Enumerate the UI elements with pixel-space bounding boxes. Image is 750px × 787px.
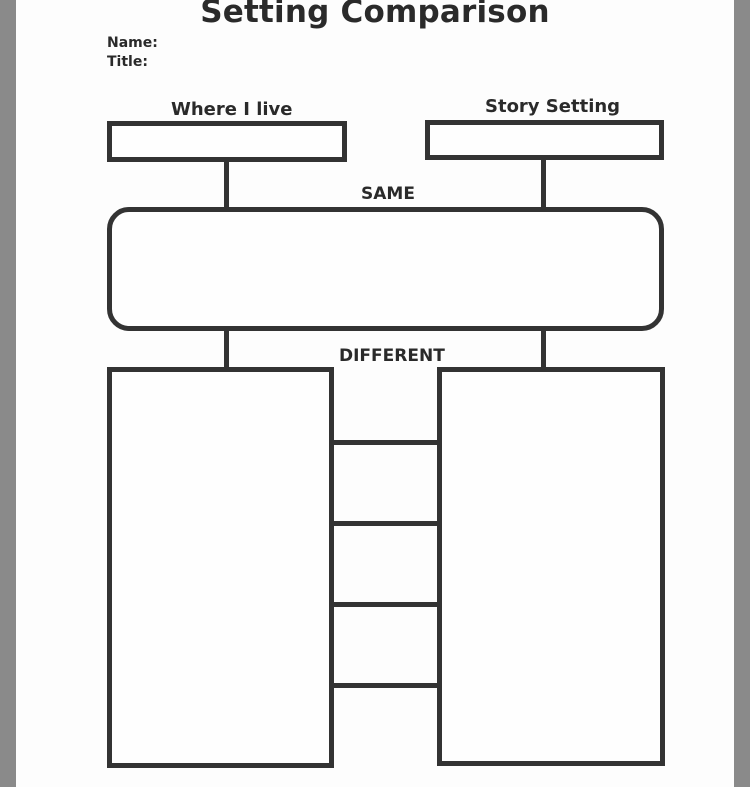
worksheet-page — [16, 0, 734, 787]
same-box[interactable] — [107, 207, 664, 331]
left-connector-bottom — [224, 329, 229, 370]
where-i-live-heading: Where I live — [171, 99, 293, 120]
name-label: Name: — [107, 35, 158, 51]
title-label: Title: — [107, 54, 148, 70]
same-label: SAME — [361, 184, 415, 204]
ladder-rung — [332, 683, 439, 688]
page-title: Setting Comparison — [200, 0, 550, 30]
different-right-box[interactable] — [437, 367, 665, 766]
where-i-live-box[interactable] — [107, 121, 347, 162]
different-label: DIFFERENT — [339, 346, 445, 366]
different-left-box[interactable] — [107, 367, 334, 768]
ladder-rung — [332, 521, 439, 526]
right-connector-bottom — [541, 329, 546, 370]
left-connector-top — [224, 160, 229, 210]
ladder-rung — [332, 440, 439, 445]
story-setting-box[interactable] — [425, 120, 664, 160]
right-connector-top — [541, 158, 546, 210]
ladder-rung — [332, 602, 439, 607]
story-setting-heading: Story Setting — [485, 96, 621, 117]
